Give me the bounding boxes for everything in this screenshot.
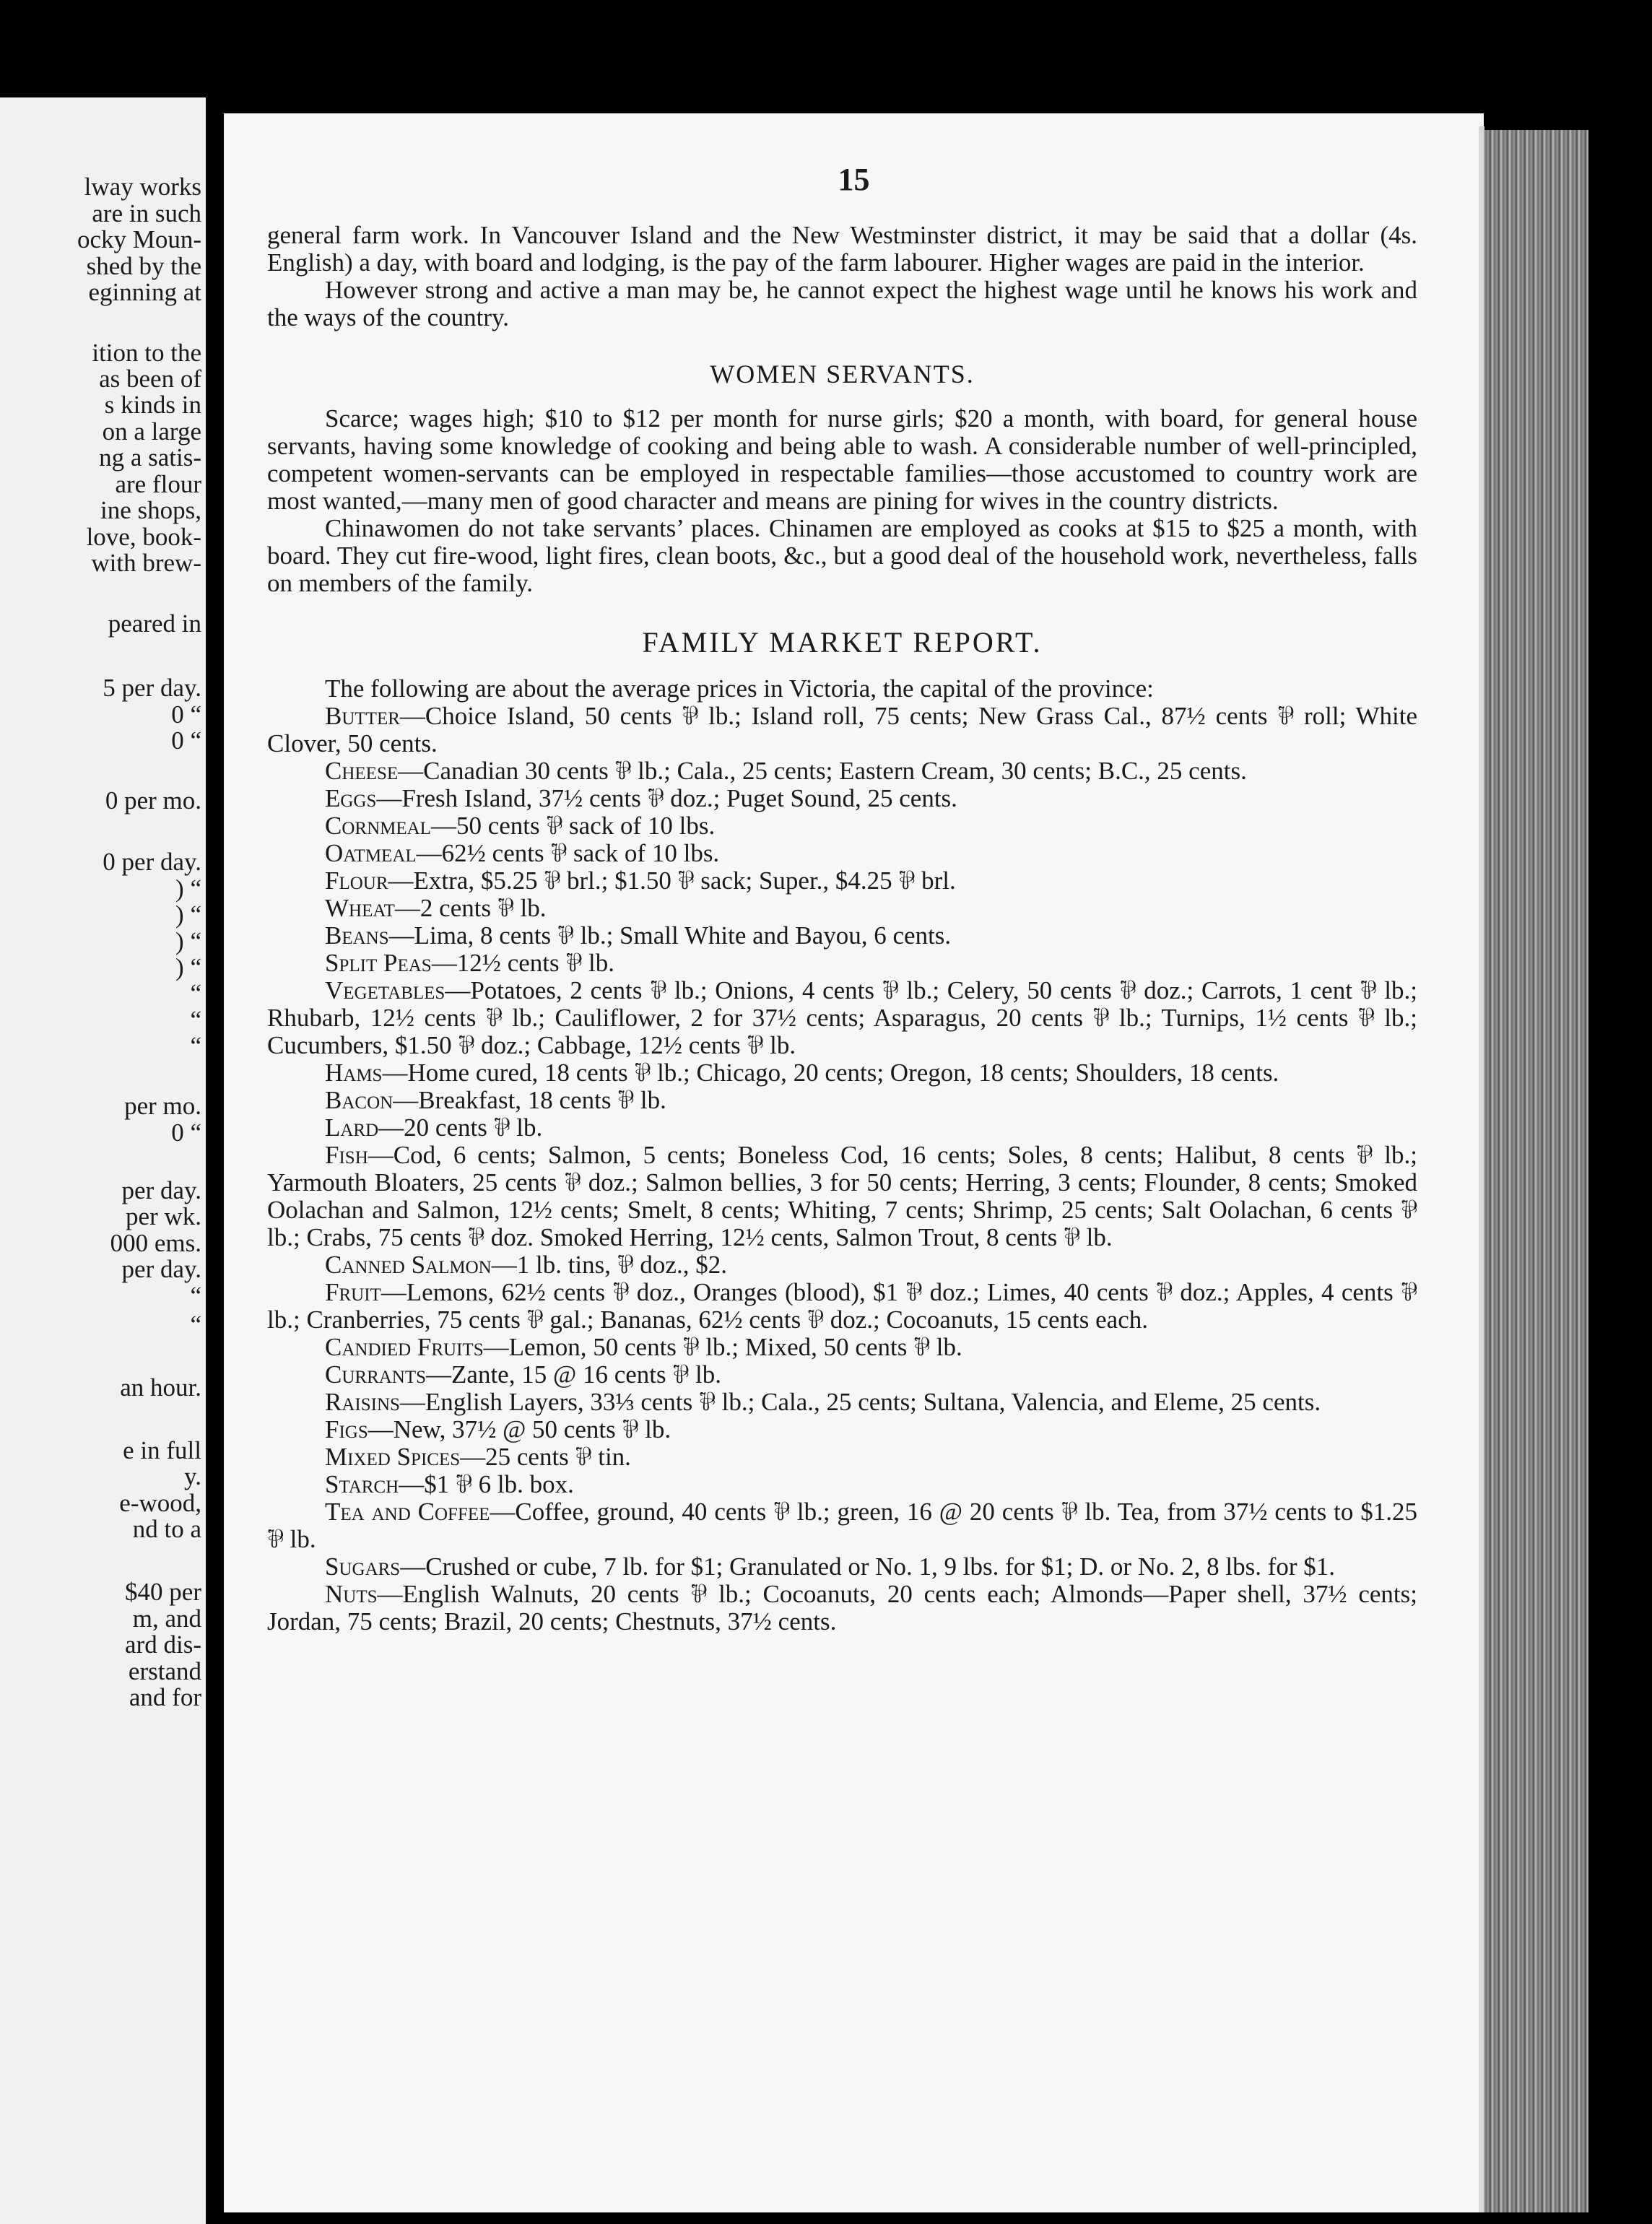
left-page-text-fragment: “	[190, 979, 201, 1007]
market-item	[267, 1279, 1417, 1334]
market-item-prices: —Lemons, 62½ cents ⅌ doz., Oranges (blood), $1 ⅌ doz.; Limes, 40 cents ⅌ doz.; Apples, 4 cents ⅌ lb.; Cranberries, 75 cents ⅌ gal.; Bananas, 62½ cents ⅌ doz.; Cocoanuts, 15 cents each.	[267, 1278, 1417, 1334]
market-item	[267, 1389, 1417, 1416]
left-page-text-fragment: ine shops,	[100, 496, 201, 524]
market-item-prices: —25 cents ⅌ tin.	[460, 1443, 631, 1471]
left-page-text-fragment: per wk.	[126, 1202, 201, 1230]
book-fore-edge	[1484, 130, 1588, 2212]
market-item	[267, 1142, 1417, 1251]
market-item-name: Bacon	[325, 1086, 394, 1114]
market-item	[267, 1416, 1417, 1443]
market-item-prices: —12½ cents ⅌ lb.	[431, 949, 615, 977]
left-page-text-fragment: 5 per day.	[103, 674, 201, 702]
market-item	[267, 1443, 1417, 1471]
market-report-heading: FAMILY MARKET REPORT.	[642, 626, 1043, 659]
left-page-text-fragment: ition to the	[92, 339, 201, 367]
market-item-name: Tea and Coffee	[325, 1498, 490, 1526]
market-item-prices: —Cod, 6 cents; Salmon, 5 cents; Boneless Cod, 16 cents; Soles, 8 cents; Halibut, 8 cents ⅌ lb.; Yarmouth Bloaters, 25 cents ⅌ doz.; Salmon bellies, 3 for 50 cents; Herring, 3 cents; Flounder, 8 cents; Smoked Oolachan and Salmon, 12½ cents; Smelt, 8 cents; Whiting, 7 cents; Shrimp, 25 cents; Salt Oolachan, 6 cents ⅌ lb.; Crabs, 75 cents ⅌ doz. Smoked Herring, 12½ cents, Salmon Trout, 8 cents ⅌ lb.	[267, 1141, 1417, 1251]
left-page-text-fragment: y.	[184, 1462, 201, 1490]
market-item-name: Wheat	[325, 894, 395, 922]
market-item	[267, 1361, 1417, 1389]
market-item-name: Beans	[325, 921, 389, 950]
left-page-text-fragment: and for	[129, 1683, 201, 1711]
page-content	[267, 222, 1417, 1636]
market-item-prices: —1 lb. tins, ⅌ doz., $2.	[491, 1251, 727, 1279]
market-item-prices: —Breakfast, 18 cents ⅌ lb.	[393, 1086, 666, 1114]
market-item-name: Split Peas	[325, 949, 432, 977]
market-item	[267, 1581, 1417, 1636]
women-servants-paragraph-2: Chinawomen do not take servants’ places. Chinamen are employed as cooks at $15 to $25 a month, with board. They cut fire-wood, light fires, clean boots, &c., but a good deal of the household work, nevertheless, falls on members of the family.	[267, 514, 1417, 597]
women-servants-paragraph-1: Scarce; wages high; $10 to $12 per month for nurse girls; $20 a month, with board, for general house servants, having some knowledge of cooking and being able to wash. A considerable number of well-principled, competent women-servants can be employed in respectable families—those accustomed to country work are most wanted,—many men of good character and means are pining for wives in the country districts.	[267, 404, 1417, 515]
left-page-text-fragment: 0 per day.	[103, 848, 201, 876]
market-item-name: Eggs	[325, 784, 377, 812]
left-page-text-fragment: ) “	[175, 927, 201, 955]
market-item	[267, 1553, 1417, 1581]
left-page-text-fragment: 000 ems.	[110, 1229, 201, 1257]
market-item	[267, 977, 1417, 1059]
left-page-text-fragment: per mo.	[124, 1092, 201, 1120]
market-item	[267, 812, 1417, 840]
market-item-name: Starch	[325, 1470, 399, 1498]
left-page-text-fragment: ) “	[175, 900, 201, 929]
left-page-text-fragment: ocky Moun-	[77, 225, 201, 253]
intro-paragraph-1: general farm work. In Vancouver Island and the New Westminster district, it may be said that a dollar (4s. English) a day, with board and lodging, is the pay of the farm labourer. Higher wages are paid in the interior.	[267, 221, 1417, 277]
market-item-prices: —Fresh Island, 37½ cents ⅌ doz.; Puget Sound, 25 cents.	[376, 784, 957, 812]
left-page-text-fragment: “	[190, 1006, 201, 1034]
left-page-text-fragment: nd to a	[132, 1515, 201, 1543]
left-page-text-fragment: per day.	[121, 1176, 201, 1204]
left-page-text-fragment: e in full	[123, 1436, 201, 1464]
market-item-prices: —Potatoes, 2 cents ⅌ lb.; Onions, 4 cents ⅌ lb.; Celery, 50 cents ⅌ doz.; Carrots, 1 cent ⅌ lb.; Rhubarb, 12½ cents ⅌ lb.; Cauliflower, 2 for 37½ cents; Asparagus, 20 cents ⅌ lb.; Turnips, 1½ cents ⅌ lb.; Cucumbers, $1.50 ⅌ doz.; Cabbage, 12½ cents ⅌ lb.	[267, 976, 1417, 1059]
market-item	[267, 1498, 1417, 1553]
market-item	[267, 1471, 1417, 1498]
market-item-prices: —English Walnuts, 20 cents ⅌ lb.; Cocoanuts, 20 cents each; Almonds—Paper shell, 37½ cents; Jordan, 75 cents; Brazil, 20 cents; Chestnuts, 37½ cents.	[267, 1580, 1417, 1636]
market-item-prices: —Lemon, 50 cents ⅌ lb.; Mixed, 50 cents ⅌ lb.	[483, 1333, 962, 1361]
market-item	[267, 1059, 1417, 1087]
facing-page-left	[0, 97, 206, 2224]
market-item-prices: —$1 ⅌ 6 lb. box.	[399, 1470, 574, 1498]
market-item-prices: —Extra, $5.25 ⅌ brl.; $1.50 ⅌ sack; Super., $4.25 ⅌ brl.	[388, 866, 956, 895]
market-item	[267, 895, 1417, 922]
market-item-prices: —English Layers, 33⅓ cents ⅌ lb.; Cala., 25 cents; Sultana, Valencia, and Eleme, 25 cents.	[399, 1388, 1321, 1416]
market-item-name: Vegetables	[325, 976, 445, 1004]
market-report-intro: The following are about the average prices in Victoria, the capital of the province:	[325, 674, 1154, 703]
market-item-prices: —New, 37½ @ 50 cents ⅌ lb.	[368, 1415, 671, 1443]
market-item-prices: —62½ cents ⅌ sack of 10 lbs.	[416, 839, 720, 867]
left-page-text-fragment: peared in	[108, 609, 201, 638]
left-page-text-fragment: ard dis-	[125, 1630, 201, 1659]
market-item-prices: —Canadian 30 cents ⅌ lb.; Cala., 25 cents; Eastern Cream, 30 cents; B.C., 25 cents.	[398, 757, 1247, 785]
left-page-text-fragment: are flour	[115, 470, 201, 498]
market-item	[267, 922, 1417, 950]
left-page-text-fragment: on a large	[102, 417, 201, 446]
market-item-name: Candied Fruits	[325, 1333, 484, 1361]
market-item	[267, 867, 1417, 895]
market-item-name: Canned Salmon	[325, 1251, 492, 1279]
market-item-name: Sugars	[325, 1552, 401, 1581]
left-page-text-fragment: “	[190, 1032, 201, 1060]
market-item-name: Fish	[325, 1141, 368, 1169]
market-item-prices: —Crushed or cube, 7 lb. for $1; Granulated or No. 1, 9 lbs. for $1; D. or No. 2, 8 lbs. for $1.	[400, 1552, 1336, 1581]
left-page-text-fragment: m, and	[132, 1604, 201, 1633]
market-report-list	[267, 703, 1417, 1636]
market-item-prices: —Choice Island, 50 cents ⅌ lb.; Island roll, 75 cents; New Grass Cal., 87½ cents ⅌ roll; White Clover, 50 cents.	[267, 702, 1417, 757]
left-page-text-fragment: lway works	[84, 173, 201, 201]
left-page-text-fragment: are in such	[92, 199, 201, 227]
left-page-text-fragment: ) “	[175, 953, 201, 981]
market-item-name: Nuts	[325, 1580, 378, 1608]
market-item-name: Figs	[325, 1415, 368, 1443]
women-servants-heading: WOMEN SERVANTS.	[710, 360, 975, 388]
left-page-text-fragment: as been of	[99, 365, 201, 393]
market-item	[267, 840, 1417, 867]
market-item	[267, 950, 1417, 977]
market-item-name: Butter	[325, 702, 400, 730]
market-item-name: Currants	[325, 1360, 427, 1389]
left-page-text-fragment: s kinds in	[104, 391, 201, 419]
market-item-name: Mixed Spices	[325, 1443, 461, 1471]
left-page-text-fragment: an hour.	[120, 1373, 201, 1402]
market-item-name: Hams	[325, 1059, 383, 1087]
market-item-name: Raisins	[325, 1388, 400, 1416]
market-item-prices: —Zante, 15 @ 16 cents ⅌ lb.	[426, 1360, 722, 1389]
market-item-name: Oatmeal	[325, 839, 417, 867]
page-number: 15	[838, 162, 870, 197]
market-item	[267, 1114, 1417, 1142]
market-item-prices: —Coffee, ground, 40 cents ⅌ lb.; green, 16 @ 20 cents ⅌ lb. Tea, from 37½ cents to $1.25 ⅌ lb.	[267, 1498, 1417, 1553]
left-page-text-fragment: eginning at	[88, 278, 201, 306]
left-page-text-fragment: with brew-	[91, 549, 201, 577]
market-item	[267, 1087, 1417, 1114]
book-page	[224, 113, 1484, 2212]
left-page-text-fragment: erstand	[128, 1657, 201, 1685]
left-page-text-fragment: 0 “	[171, 700, 201, 729]
market-item	[267, 757, 1417, 785]
market-item-name: Lard	[325, 1113, 379, 1142]
left-page-text-fragment: $40 per	[125, 1578, 201, 1606]
left-page-text-fragment: shed by the	[86, 252, 201, 280]
left-page-text-fragment: 0 “	[171, 1118, 201, 1147]
left-page-text-fragment: e-wood,	[119, 1489, 201, 1517]
market-item-prices: —20 cents ⅌ lb.	[378, 1113, 543, 1142]
left-page-text-fragment: ng a satis-	[99, 443, 201, 472]
left-page-text-fragment: “	[190, 1282, 201, 1310]
left-page-text-fragment: love, book-	[86, 523, 201, 551]
market-item-prices: —Lima, 8 cents ⅌ lb.; Small White and Bayou, 6 cents.	[388, 921, 952, 950]
market-item-prices: —2 cents ⅌ lb.	[394, 894, 547, 922]
market-item-name: Cheese	[325, 757, 399, 785]
market-item-name: Flour	[325, 866, 388, 895]
market-item-name: Fruit	[325, 1278, 381, 1306]
market-item	[267, 1334, 1417, 1361]
left-page-text-fragment: “	[190, 1311, 201, 1339]
left-page-text-fragment: ) “	[175, 874, 201, 903]
market-item	[267, 1251, 1417, 1279]
market-item	[267, 785, 1417, 812]
left-page-text-fragment: 0 “	[171, 726, 201, 755]
left-page-text-fragment: 0 per mo.	[105, 786, 201, 815]
market-item-prices: —50 cents ⅌ sack of 10 lbs.	[430, 812, 716, 840]
market-item	[267, 703, 1417, 757]
market-item-prices: —Home cured, 18 cents ⅌ lb.; Chicago, 20 cents; Oregon, 18 cents; Shoulders, 18 cents.	[382, 1059, 1279, 1087]
intro-paragraph-2: However strong and active a man may be, he cannot expect the highest wage until he knows his work and the ways of the country.	[267, 276, 1417, 331]
left-page-text-fragment: per day.	[121, 1255, 201, 1283]
market-item-name: Cornmeal	[325, 812, 431, 840]
